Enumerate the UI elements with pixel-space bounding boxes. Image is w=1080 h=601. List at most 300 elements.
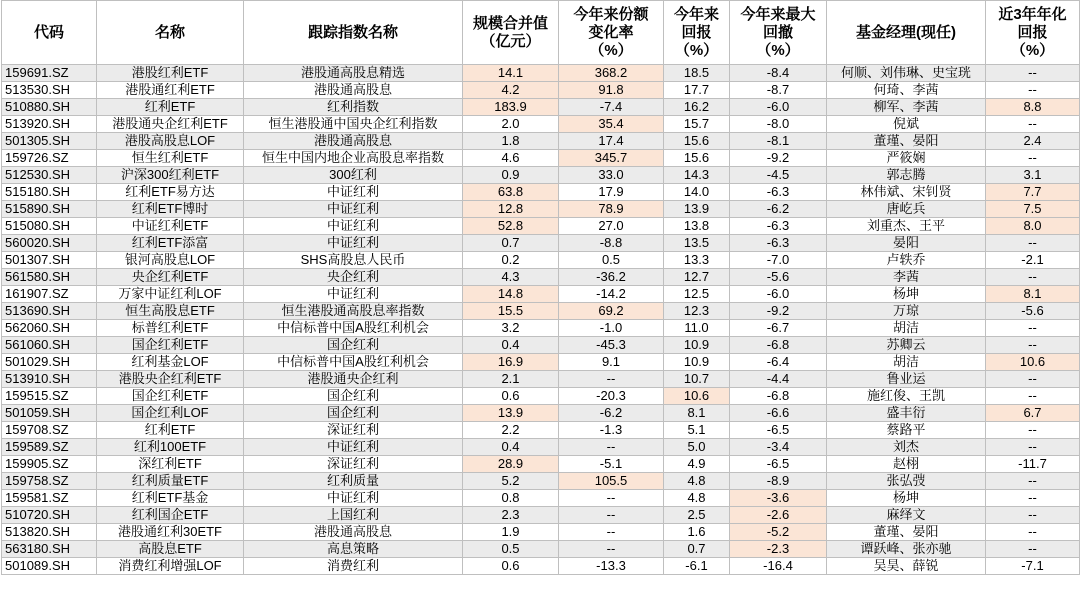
cell-combined-size: 52.8 [463, 218, 559, 235]
cell-code: 510880.SH [2, 99, 97, 116]
cell-max-drawdown: -4.4 [730, 371, 827, 388]
cell-tracked-index: 中证红利 [244, 235, 463, 252]
cell-share-change: 105.5 [559, 473, 664, 490]
cell-ytd-return: 17.7 [664, 82, 730, 99]
header-tracked-index: 跟踪指数名称 [244, 1, 463, 65]
cell-3y-annualized: -- [986, 473, 1080, 490]
cell-max-drawdown: -3.4 [730, 439, 827, 456]
cell-3y-annualized: -- [986, 541, 1080, 558]
cell-ytd-return: 11.0 [664, 320, 730, 337]
cell-share-change: -7.4 [559, 99, 664, 116]
cell-combined-size: 2.1 [463, 371, 559, 388]
cell-share-change: 33.0 [559, 167, 664, 184]
table-row [2, 388, 1080, 405]
cell-code: 159581.SZ [2, 490, 97, 507]
table-row [2, 201, 1080, 218]
table-row [2, 99, 1080, 116]
table-row [2, 150, 1080, 167]
cell-3y-annualized: -- [986, 439, 1080, 456]
cell-3y-annualized: 7.5 [986, 201, 1080, 218]
cell-ytd-return: 10.9 [664, 337, 730, 354]
cell-max-drawdown: -7.0 [730, 252, 827, 269]
cell-fund-manager: 施红俊、王凯 [827, 388, 986, 405]
cell-tracked-index: 中证红利 [244, 286, 463, 303]
cell-share-change: -14.2 [559, 286, 664, 303]
cell-fund-manager: 苏卿云 [827, 337, 986, 354]
cell-3y-annualized: -- [986, 269, 1080, 286]
cell-max-drawdown: -6.5 [730, 456, 827, 473]
cell-max-drawdown: -8.0 [730, 116, 827, 133]
table-row [2, 269, 1080, 286]
cell-tracked-index: 国企红利 [244, 405, 463, 422]
cell-ytd-return: 12.5 [664, 286, 730, 303]
table-row [2, 490, 1080, 507]
header-fund-name: 名称 [97, 1, 244, 65]
cell-ytd-return: 5.0 [664, 439, 730, 456]
cell-combined-size: 0.4 [463, 439, 559, 456]
cell-ytd-return: 8.1 [664, 405, 730, 422]
cell-combined-size: 183.9 [463, 99, 559, 116]
cell-fund-name: 国企红利ETF [97, 337, 244, 354]
cell-tracked-index: 中证红利 [244, 490, 463, 507]
cell-max-drawdown: -6.4 [730, 354, 827, 371]
cell-combined-size: 0.9 [463, 167, 559, 184]
cell-fund-manager: 张弘弢 [827, 473, 986, 490]
cell-code: 161907.SZ [2, 286, 97, 303]
cell-fund-name: 高股息ETF [97, 541, 244, 558]
table-header [2, 1, 1080, 65]
cell-tracked-index: 港股通高股息 [244, 133, 463, 150]
cell-combined-size: 0.4 [463, 337, 559, 354]
cell-fund-manager: 柳军、李茜 [827, 99, 986, 116]
table-row [2, 218, 1080, 235]
cell-3y-annualized: -2.1 [986, 252, 1080, 269]
cell-fund-name: 港股通红利30ETF [97, 524, 244, 541]
cell-ytd-return: 10.9 [664, 354, 730, 371]
cell-code: 513920.SH [2, 116, 97, 133]
cell-tracked-index: SHS高股息人民币 [244, 252, 463, 269]
header-3y-annualized: 近3年年化 回报 （%） [986, 1, 1080, 65]
cell-code: 563180.SH [2, 541, 97, 558]
cell-combined-size: 0.2 [463, 252, 559, 269]
table-row [2, 167, 1080, 184]
cell-share-change: -13.3 [559, 558, 664, 575]
cell-combined-size: 28.9 [463, 456, 559, 473]
cell-combined-size: 1.8 [463, 133, 559, 150]
cell-fund-name: 红利基金LOF [97, 354, 244, 371]
cell-max-drawdown: -6.3 [730, 235, 827, 252]
cell-max-drawdown: -2.3 [730, 541, 827, 558]
cell-fund-name: 国企红利ETF [97, 388, 244, 405]
cell-code: 513530.SH [2, 82, 97, 99]
table-row [2, 524, 1080, 541]
cell-code: 513910.SH [2, 371, 97, 388]
cell-share-change: -5.1 [559, 456, 664, 473]
cell-3y-annualized: -- [986, 82, 1080, 99]
cell-3y-annualized: -- [986, 235, 1080, 252]
cell-fund-name: 消费红利增强LOF [97, 558, 244, 575]
cell-code: 501029.SH [2, 354, 97, 371]
cell-ytd-return: 18.5 [664, 65, 730, 82]
cell-fund-manager: 赵栩 [827, 456, 986, 473]
table-row [2, 82, 1080, 99]
header-ytd-return: 今年来 回报 （%） [664, 1, 730, 65]
cell-tracked-index: 恒生港股通中国央企红利指数 [244, 116, 463, 133]
cell-fund-manager: 晏阳 [827, 235, 986, 252]
cell-max-drawdown: -6.2 [730, 201, 827, 218]
cell-fund-manager: 倪斌 [827, 116, 986, 133]
cell-fund-manager: 严筱娴 [827, 150, 986, 167]
cell-fund-manager: 郭志腾 [827, 167, 986, 184]
cell-ytd-return: 2.5 [664, 507, 730, 524]
cell-max-drawdown: -6.6 [730, 405, 827, 422]
cell-code: 501089.SH [2, 558, 97, 575]
cell-tracked-index: 港股通高股息精选 [244, 65, 463, 82]
cell-tracked-index: 国企红利 [244, 388, 463, 405]
cell-fund-name: 深红利ETF [97, 456, 244, 473]
cell-combined-size: 3.2 [463, 320, 559, 337]
cell-code: 561060.SH [2, 337, 97, 354]
table-body [2, 65, 1080, 575]
cell-combined-size: 63.8 [463, 184, 559, 201]
cell-fund-name: 银河高股息LOF [97, 252, 244, 269]
cell-share-change: -- [559, 371, 664, 388]
cell-fund-name: 沪深300红利ETF [97, 167, 244, 184]
cell-ytd-return: 10.7 [664, 371, 730, 388]
cell-max-drawdown: -6.3 [730, 218, 827, 235]
cell-fund-name: 红利ETF添富 [97, 235, 244, 252]
cell-share-change: -20.3 [559, 388, 664, 405]
cell-fund-manager: 何琦、李茜 [827, 82, 986, 99]
cell-share-change: 0.5 [559, 252, 664, 269]
cell-fund-name: 央企红利ETF [97, 269, 244, 286]
table-row [2, 456, 1080, 473]
cell-3y-annualized: -7.1 [986, 558, 1080, 575]
table-row [2, 405, 1080, 422]
table-row [2, 133, 1080, 150]
table-row [2, 473, 1080, 490]
cell-fund-name: 红利质量ETF [97, 473, 244, 490]
cell-3y-annualized: -- [986, 371, 1080, 388]
cell-share-change: 78.9 [559, 201, 664, 218]
cell-tracked-index: 上国红利 [244, 507, 463, 524]
cell-combined-size: 0.5 [463, 541, 559, 558]
cell-fund-manager: 吴昊、薛锐 [827, 558, 986, 575]
table-row [2, 235, 1080, 252]
cell-fund-name: 港股通央企红利ETF [97, 116, 244, 133]
cell-ytd-return: 12.3 [664, 303, 730, 320]
cell-ytd-return: 16.2 [664, 99, 730, 116]
cell-ytd-return: 15.7 [664, 116, 730, 133]
table-row [2, 65, 1080, 82]
cell-fund-name: 标普红利ETF [97, 320, 244, 337]
cell-fund-manager: 董瑾、晏阳 [827, 524, 986, 541]
cell-max-drawdown: -5.2 [730, 524, 827, 541]
cell-share-change: 17.4 [559, 133, 664, 150]
cell-share-change: 17.9 [559, 184, 664, 201]
cell-combined-size: 0.6 [463, 388, 559, 405]
cell-combined-size: 4.2 [463, 82, 559, 99]
cell-combined-size: 0.7 [463, 235, 559, 252]
header-row [2, 1, 1080, 65]
cell-fund-name: 红利ETF博时 [97, 201, 244, 218]
cell-fund-name: 国企红利LOF [97, 405, 244, 422]
cell-tracked-index: 港股通高股息 [244, 82, 463, 99]
cell-3y-annualized: -11.7 [986, 456, 1080, 473]
cell-combined-size: 4.6 [463, 150, 559, 167]
cell-max-drawdown: -8.1 [730, 133, 827, 150]
cell-3y-annualized: 6.7 [986, 405, 1080, 422]
cell-code: 501307.SH [2, 252, 97, 269]
cell-tracked-index: 港股通高股息 [244, 524, 463, 541]
cell-max-drawdown: -8.4 [730, 65, 827, 82]
cell-ytd-return: 15.6 [664, 150, 730, 167]
cell-tracked-index: 红利指数 [244, 99, 463, 116]
table-row [2, 541, 1080, 558]
cell-share-change: -8.8 [559, 235, 664, 252]
cell-3y-annualized: -- [986, 150, 1080, 167]
table-row [2, 116, 1080, 133]
cell-fund-manager: 董瑾、晏阳 [827, 133, 986, 150]
cell-3y-annualized: 7.7 [986, 184, 1080, 201]
cell-ytd-return: -6.1 [664, 558, 730, 575]
cell-share-change: 27.0 [559, 218, 664, 235]
cell-fund-manager: 刘杰 [827, 439, 986, 456]
cell-fund-name: 红利国企ETF [97, 507, 244, 524]
table-row [2, 252, 1080, 269]
cell-share-change: 91.8 [559, 82, 664, 99]
table-row [2, 337, 1080, 354]
cell-fund-name: 恒生高股息ETF [97, 303, 244, 320]
cell-3y-annualized: -- [986, 490, 1080, 507]
header-max-drawdown: 今年来最大 回撤 （%） [730, 1, 827, 65]
cell-code: 512530.SH [2, 167, 97, 184]
cell-code: 513690.SH [2, 303, 97, 320]
fund-comparison-table [1, 0, 1080, 575]
cell-share-change: -6.2 [559, 405, 664, 422]
cell-tracked-index: 300红利 [244, 167, 463, 184]
cell-ytd-return: 13.5 [664, 235, 730, 252]
cell-ytd-return: 1.6 [664, 524, 730, 541]
cell-tracked-index: 央企红利 [244, 269, 463, 286]
cell-share-change: -36.2 [559, 269, 664, 286]
cell-fund-name: 红利100ETF [97, 439, 244, 456]
header-combined-size: 规模合并值 （亿元） [463, 1, 559, 65]
cell-tracked-index: 消费红利 [244, 558, 463, 575]
cell-ytd-return: 13.8 [664, 218, 730, 235]
cell-3y-annualized: -- [986, 320, 1080, 337]
cell-combined-size: 15.5 [463, 303, 559, 320]
cell-ytd-return: 4.8 [664, 473, 730, 490]
cell-max-drawdown: -6.0 [730, 99, 827, 116]
cell-ytd-return: 13.3 [664, 252, 730, 269]
cell-fund-manager: 鲁业运 [827, 371, 986, 388]
cell-share-change: -1.0 [559, 320, 664, 337]
table-row [2, 507, 1080, 524]
cell-3y-annualized: 8.8 [986, 99, 1080, 116]
cell-max-drawdown: -6.0 [730, 286, 827, 303]
cell-combined-size: 13.9 [463, 405, 559, 422]
cell-combined-size: 0.6 [463, 558, 559, 575]
cell-code: 501059.SH [2, 405, 97, 422]
cell-fund-name: 红利ETF [97, 99, 244, 116]
cell-fund-manager: 蔡路平 [827, 422, 986, 439]
cell-tracked-index: 红利质量 [244, 473, 463, 490]
cell-3y-annualized: 3.1 [986, 167, 1080, 184]
cell-fund-manager: 刘重杰、王平 [827, 218, 986, 235]
cell-combined-size: 2.2 [463, 422, 559, 439]
cell-share-change: 35.4 [559, 116, 664, 133]
cell-share-change: -- [559, 490, 664, 507]
cell-code: 159708.SZ [2, 422, 97, 439]
cell-ytd-return: 5.1 [664, 422, 730, 439]
cell-share-change: -- [559, 524, 664, 541]
cell-3y-annualized: 2.4 [986, 133, 1080, 150]
header-fund-manager: 基金经理(现任) [827, 1, 986, 65]
cell-tracked-index: 恒生港股通高股息率指数 [244, 303, 463, 320]
cell-3y-annualized: -- [986, 116, 1080, 133]
cell-tracked-index: 中信标普中国A股红利机会 [244, 354, 463, 371]
table-row [2, 558, 1080, 575]
cell-code: 159589.SZ [2, 439, 97, 456]
header-share-change: 今年来份额 变化率 （%） [559, 1, 664, 65]
cell-max-drawdown: -6.8 [730, 388, 827, 405]
cell-max-drawdown: -8.7 [730, 82, 827, 99]
cell-max-drawdown: -6.5 [730, 422, 827, 439]
cell-3y-annualized: 8.1 [986, 286, 1080, 303]
cell-3y-annualized: 10.6 [986, 354, 1080, 371]
cell-tracked-index: 中证红利 [244, 201, 463, 218]
cell-share-change: 345.7 [559, 150, 664, 167]
cell-share-change: 9.1 [559, 354, 664, 371]
cell-ytd-return: 13.9 [664, 201, 730, 218]
cell-max-drawdown: -6.3 [730, 184, 827, 201]
cell-code: 513820.SH [2, 524, 97, 541]
cell-ytd-return: 14.3 [664, 167, 730, 184]
cell-share-change: 69.2 [559, 303, 664, 320]
table-row [2, 286, 1080, 303]
cell-fund-name: 港股通红利ETF [97, 82, 244, 99]
cell-fund-manager: 谭跃峰、张亦驰 [827, 541, 986, 558]
cell-share-change: -- [559, 439, 664, 456]
cell-combined-size: 14.8 [463, 286, 559, 303]
cell-max-drawdown: -6.7 [730, 320, 827, 337]
cell-tracked-index: 高息策略 [244, 541, 463, 558]
cell-code: 561580.SH [2, 269, 97, 286]
cell-fund-manager: 何顺、刘伟琳、史宝珖 [827, 65, 986, 82]
cell-combined-size: 16.9 [463, 354, 559, 371]
cell-3y-annualized: -- [986, 388, 1080, 405]
cell-tracked-index: 深证红利 [244, 456, 463, 473]
cell-combined-size: 4.3 [463, 269, 559, 286]
cell-tracked-index: 中证红利 [244, 218, 463, 235]
cell-max-drawdown: -6.8 [730, 337, 827, 354]
table-row [2, 371, 1080, 388]
cell-code: 159905.SZ [2, 456, 97, 473]
cell-combined-size: 2.0 [463, 116, 559, 133]
cell-share-change: -45.3 [559, 337, 664, 354]
cell-fund-manager: 胡洁 [827, 320, 986, 337]
cell-code: 501305.SH [2, 133, 97, 150]
cell-3y-annualized: -- [986, 422, 1080, 439]
cell-tracked-index: 恒生中国内地企业高股息率指数 [244, 150, 463, 167]
cell-code: 510720.SH [2, 507, 97, 524]
cell-code: 562060.SH [2, 320, 97, 337]
cell-3y-annualized: 8.0 [986, 218, 1080, 235]
cell-fund-manager: 胡洁 [827, 354, 986, 371]
cell-fund-name: 港股高股息LOF [97, 133, 244, 150]
cell-code: 515180.SH [2, 184, 97, 201]
cell-combined-size: 1.9 [463, 524, 559, 541]
cell-code: 515080.SH [2, 218, 97, 235]
cell-tracked-index: 中证红利 [244, 184, 463, 201]
cell-ytd-return: 4.9 [664, 456, 730, 473]
cell-fund-name: 万家中证红利LOF [97, 286, 244, 303]
cell-combined-size: 2.3 [463, 507, 559, 524]
cell-share-change: 368.2 [559, 65, 664, 82]
cell-fund-name: 中证红利ETF [97, 218, 244, 235]
cell-tracked-index: 中信标普中国A股红利机会 [244, 320, 463, 337]
cell-ytd-return: 10.6 [664, 388, 730, 405]
cell-3y-annualized: -- [986, 65, 1080, 82]
cell-tracked-index: 深证红利 [244, 422, 463, 439]
cell-max-drawdown: -9.2 [730, 150, 827, 167]
cell-tracked-index: 中证红利 [244, 439, 463, 456]
cell-combined-size: 14.1 [463, 65, 559, 82]
table-row [2, 184, 1080, 201]
cell-combined-size: 0.8 [463, 490, 559, 507]
table-row [2, 303, 1080, 320]
cell-fund-manager: 麻绎文 [827, 507, 986, 524]
cell-share-change: -1.3 [559, 422, 664, 439]
cell-fund-name: 恒生红利ETF [97, 150, 244, 167]
cell-fund-manager: 万琼 [827, 303, 986, 320]
cell-3y-annualized: -5.6 [986, 303, 1080, 320]
cell-3y-annualized: -- [986, 507, 1080, 524]
cell-tracked-index: 国企红利 [244, 337, 463, 354]
cell-code: 515890.SH [2, 201, 97, 218]
table-row [2, 439, 1080, 456]
cell-fund-manager: 杨坤 [827, 490, 986, 507]
cell-code: 159758.SZ [2, 473, 97, 490]
cell-code: 159691.SZ [2, 65, 97, 82]
cell-combined-size: 12.8 [463, 201, 559, 218]
cell-3y-annualized: -- [986, 337, 1080, 354]
cell-fund-manager: 唐屹兵 [827, 201, 986, 218]
table-row [2, 320, 1080, 337]
cell-ytd-return: 14.0 [664, 184, 730, 201]
cell-ytd-return: 12.7 [664, 269, 730, 286]
cell-fund-name: 港股红利ETF [97, 65, 244, 82]
cell-fund-manager: 李茜 [827, 269, 986, 286]
table-row [2, 354, 1080, 371]
cell-fund-manager: 林伟斌、宋钊贤 [827, 184, 986, 201]
cell-share-change: -- [559, 541, 664, 558]
cell-code: 159726.SZ [2, 150, 97, 167]
cell-fund-name: 红利ETF易方达 [97, 184, 244, 201]
cell-fund-name: 红利ETF基金 [97, 490, 244, 507]
cell-3y-annualized: -- [986, 524, 1080, 541]
cell-max-drawdown: -3.6 [730, 490, 827, 507]
cell-fund-manager: 杨坤 [827, 286, 986, 303]
cell-max-drawdown: -5.6 [730, 269, 827, 286]
cell-max-drawdown: -4.5 [730, 167, 827, 184]
cell-ytd-return: 0.7 [664, 541, 730, 558]
cell-ytd-return: 4.8 [664, 490, 730, 507]
cell-fund-manager: 卢轶乔 [827, 252, 986, 269]
cell-tracked-index: 港股通央企红利 [244, 371, 463, 388]
cell-ytd-return: 15.6 [664, 133, 730, 150]
